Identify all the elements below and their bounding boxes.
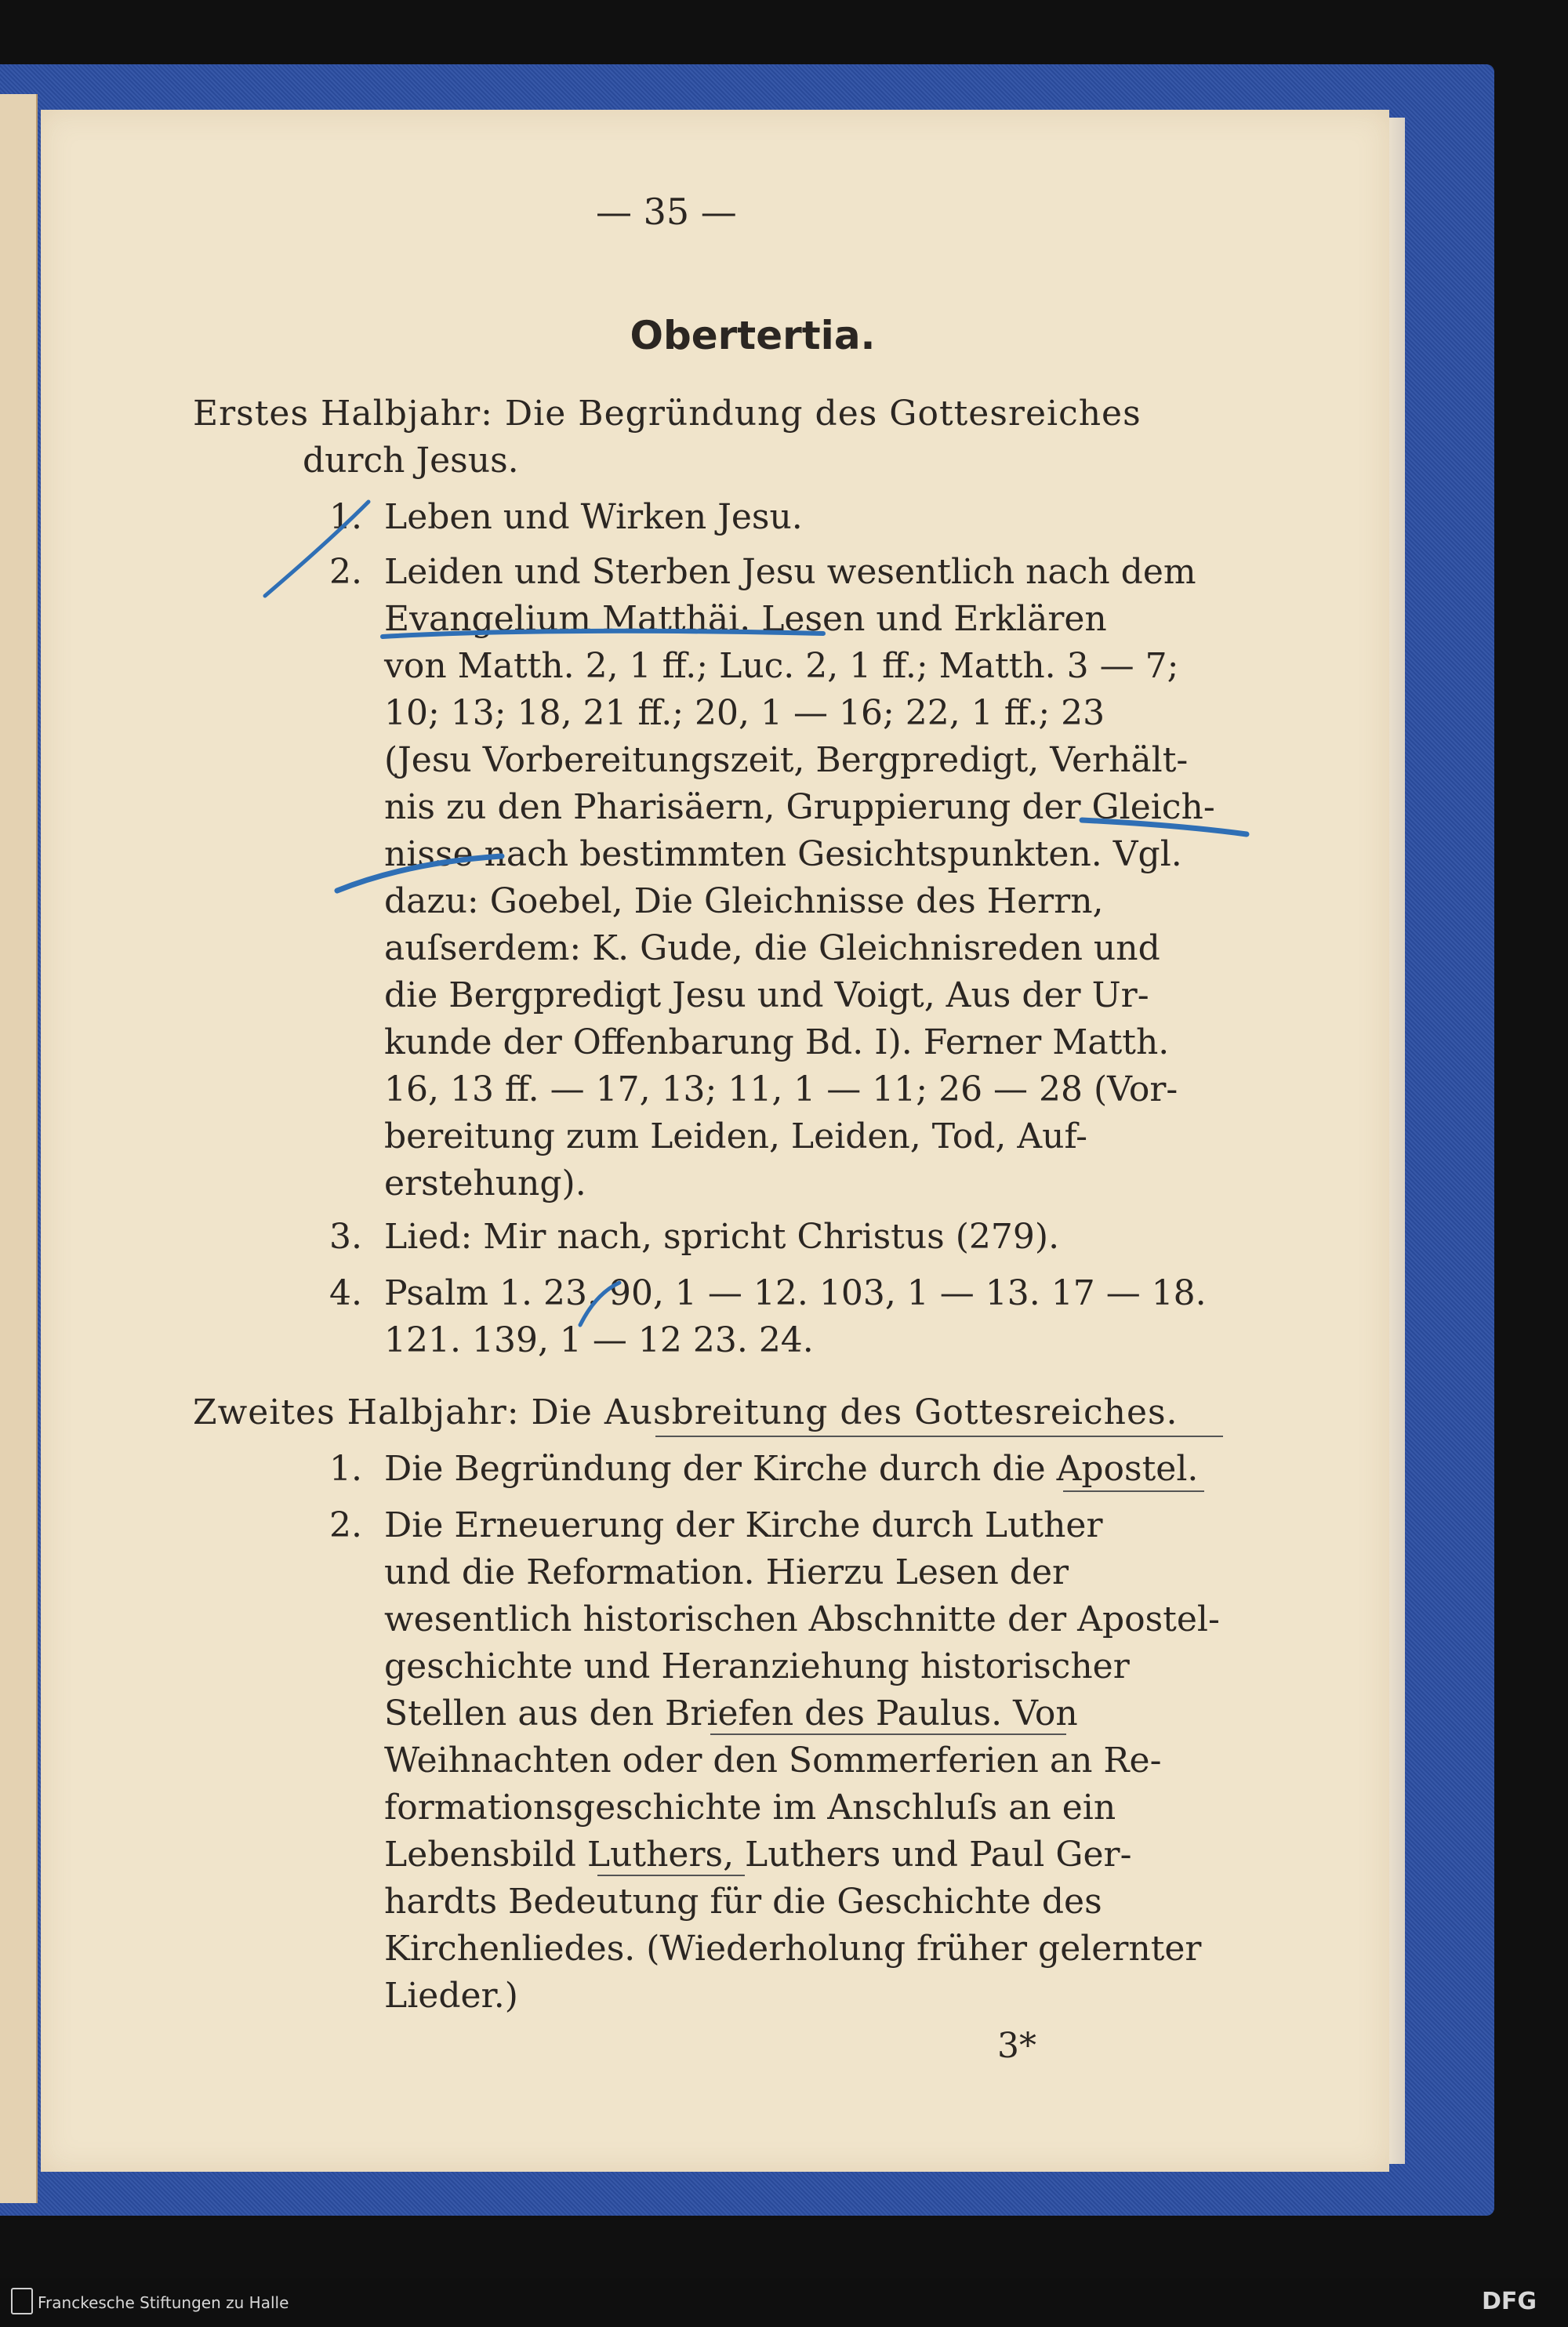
item-line: Stellen aus den Briefen des Paulus. Von <box>384 1694 1078 1733</box>
item-line: bereitung zum Leiden, Leiden, Tod, Auf- <box>384 1116 1088 1156</box>
institution-logo-icon <box>11 2288 33 2314</box>
footer-institution: Franckesche Stiftungen zu Halle <box>38 2293 289 2312</box>
item-number: 1. <box>329 1449 362 1489</box>
item-line: Lieder.) <box>384 1976 518 2016</box>
item-line: auſserdem: K. Gude, die Gleichnisreden und <box>384 928 1160 968</box>
footer-dfg: DFG <box>1481 2288 1537 2315</box>
section-title: Obertertia. <box>630 313 876 358</box>
item-line: Kirchenliedes. (Wiederholung früher gelernter <box>384 1929 1202 1969</box>
item-line: Psalm 1. 23. 90, 1 — 12. 103, 1 — 13. 17 — 18. <box>384 1273 1207 1313</box>
section1-heading-cont: durch Jesus. <box>303 441 519 481</box>
page-number: — 35 — <box>596 191 737 233</box>
item-line: Leiden und Sterben Jesu wesentlich nach dem <box>384 552 1196 592</box>
item-line: hardts Bedeutung für die Geschichte des <box>384 1882 1102 1922</box>
item-line: erstehung). <box>384 1164 586 1203</box>
signature-mark: 3* <box>997 2026 1036 2066</box>
item-line: nisse nach bestimmten Gesichtspunkten. Vgl. <box>384 834 1182 874</box>
item-number: 4. <box>329 1273 362 1313</box>
item-line: formationsgeschichte im Anschluſs an ein <box>384 1788 1116 1828</box>
item-line: 121. 139, 1 — 12 23. 24. <box>384 1320 814 1360</box>
item-line: von Matth. 2, 1 ff.; Luc. 2, 1 ff.; Matth. 3 — 7; <box>384 646 1179 686</box>
item-line: nis zu den Pharisäern, Gruppierung der Gleich- <box>384 787 1215 827</box>
item-line: Evangelium Matthäi. Lesen und Erklären <box>384 599 1107 639</box>
item-line: wesentlich historischen Abschnitte der Apostel- <box>384 1599 1220 1639</box>
item-line: Die Erneuerung der Kirche durch Luther <box>384 1505 1103 1545</box>
item-line: Lebensbild Luthers, Luthers und Paul Ger- <box>384 1835 1132 1875</box>
item-line: dazu: Goebel, Die Gleichnisse des Herrn, <box>384 881 1104 921</box>
item-line: Leben und Wirken Jesu. <box>384 497 803 537</box>
item-number: 1. <box>329 497 362 537</box>
item-line: und die Reformation. Hierzu Lesen der <box>384 1552 1069 1592</box>
item-line: Weihnachten oder den Sommerferien an Re- <box>384 1741 1162 1781</box>
item-line: (Jesu Vorbereitungszeit, Bergpredigt, Verhält- <box>384 740 1189 780</box>
item-line: Lied: Mir nach, spricht Christus (279). <box>384 1217 1060 1257</box>
item-line: 10; 13; 18, 21 ff.; 20, 1 — 16; 22, 1 ff.; 23 <box>384 693 1105 733</box>
item-line: die Bergpredigt Jesu und Voigt, Aus der Ur- <box>384 975 1149 1015</box>
item-number: 2. <box>329 1505 362 1545</box>
item-line: Die Begründung der Kirche durch die Apostel. <box>384 1449 1199 1489</box>
item-line: kunde der Offenbarung Bd. I). Ferner Matth. <box>384 1022 1170 1062</box>
section1-heading: Erstes Halbjahr: Die Begründung des Gottesreiches <box>193 394 1142 434</box>
item-number: 3. <box>329 1217 362 1257</box>
item-number: 2. <box>329 552 362 592</box>
section2-heading: Zweites Halbjahr: Die Ausbreitung des Gottesreiches. <box>193 1392 1178 1432</box>
item-line: 16, 13 ff. — 17, 13; 11, 1 — 11; 26 — 28 (Vor- <box>384 1069 1178 1109</box>
item-line: geschichte und Heranziehung historischer <box>384 1646 1130 1686</box>
